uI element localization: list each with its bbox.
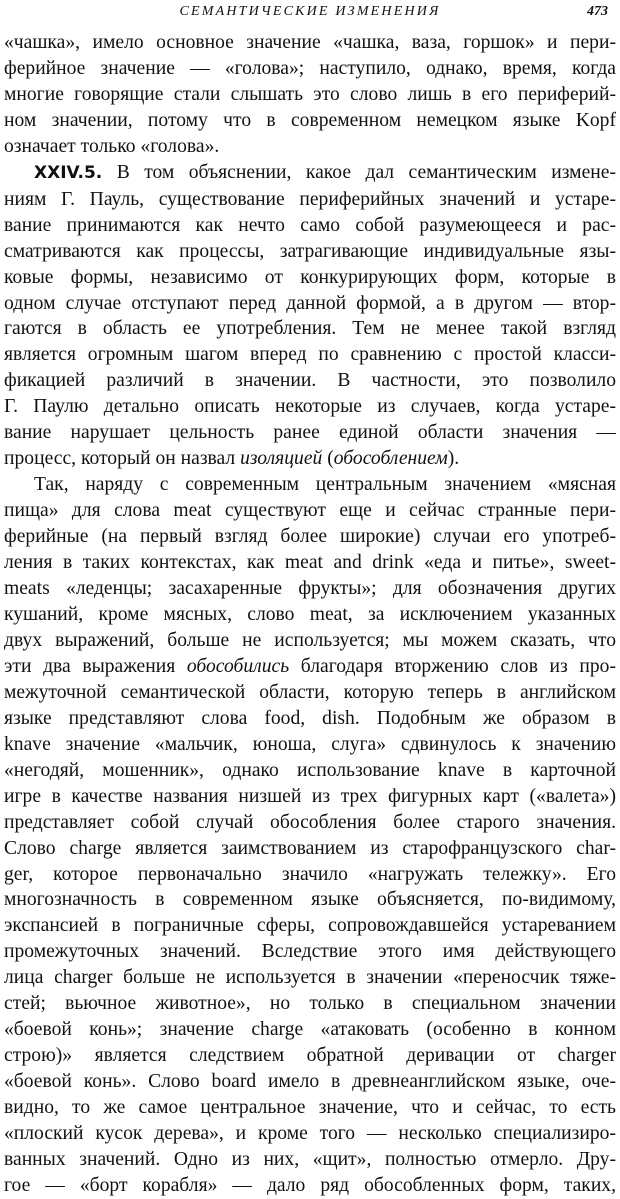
text-run: ( [322,448,334,470]
text-run: В том объяснении, какое дал семантическим измене- [102,161,616,183]
text-line: кушаний, кроме мясных, слово meat, за исключением указанных [4,603,616,625]
text-line: Слово charge является заимствованием из старофранцузского char- [4,837,616,859]
text-line: многие говорящие стали слышать это слово лишь в его периферий- [4,83,616,105]
text-line: многозначность в современном языке объясняется, по-видимому, [4,889,616,911]
text-line: лица charger больше не используется в значении «переносчик тяже- [4,967,616,989]
text-line: языке представляют слова food, dish. Подобным же образом в [4,707,616,729]
page-number: 473 [587,4,608,19]
text-line: «боевой конь»; значение charge «атаковать (особенно в конном [4,1019,616,1041]
paragraph-continuation [4,30,616,160]
text-line: фикацией различий в значении. В частности, это позволило [4,370,616,392]
text-line: ниям Г. Пауль, существование периферийных значений и устаре- [4,188,616,210]
text-line: представляет собой случай обособления более старого значения. [4,811,616,833]
term-separation: обособлением [333,448,448,470]
text-run: эти два выражения [4,655,187,677]
text-line [4,654,616,680]
section-number: XXIV.5. [34,162,103,183]
text-line: ger, которое первоначально значило «нагружать тележку». Его [4,863,616,885]
text-line: ферийное значение — «голова»; наступило, однако, время, когда [4,57,616,79]
text-line: «чашка», имело основное значение «чашка, ваза, горшок» и пери- [4,32,616,53]
text-line [4,446,616,472]
text-line: экспансией в пограничные сферы, сопровождавшейся устареванием [4,915,616,937]
text-line: видно, то же самое центральное значение, что и сейчас, то есть [4,1097,616,1119]
text-line [4,160,616,187]
text-line: промежуточных значений. Вследствие этого имя действующего [4,941,616,963]
text-line: ном значении, потому что в современном немецком языке Kopf [4,109,616,131]
text-line: вание нарушает цельность ранее единой области значения — [4,422,616,444]
text-run: ). [447,448,460,470]
paragraph-meat-knave-charge-board [4,472,616,1199]
text-run: благодаря вторжению слов из про- [289,655,616,677]
text-line: сматриваются как процессы, затрагивающие индивидуальные язы- [4,240,616,262]
text-line: означает только «голова». [4,135,220,157]
body-text [4,30,616,1199]
paragraph-section-xxiv-5 [4,160,616,472]
text-line: вание принимаются как нечто само собой разумеющееся и рас- [4,214,616,236]
text-line: «боевой конь». Слово board имело в древнеанглийском языке, оче- [4,1071,616,1093]
text-line: Г. Паулю детально описать некоторые из случаев, когда устаре- [4,396,616,418]
text-line: является огромным шагом вперед по сравнению с простой класси- [4,344,616,366]
text-line: строю)» является следствием обратной деривации от charger [4,1045,616,1067]
text-line: «плоский кусок дерева», и кроме того — несколько специализиро- [4,1123,616,1145]
text-line: ковые формы, независимо от конкурирующих форм, которые в [4,266,616,288]
text-line: ферийные (на первый взгляд более широкие) случаи его употреб- [4,526,616,548]
text-line: knave значение «мальчик, юноша, слуга» сдвинулось к значению [4,733,616,755]
text-line: гаются в область ее употребления. Тем не менее такой взгляд [4,318,616,340]
text-line: межуточной семантической области, которую теперь в английском [4,681,616,703]
text-line: игре в качестве названия низшей из трех фигурных карт («валета») [4,785,616,807]
text-line: стей; вьючное животное», но только в специальном значении [4,993,616,1015]
term-isolated: обособились [186,655,290,677]
text-line: ванных значений. Одно из них, «щит», полностью отмерло. Дру- [4,1148,616,1170]
text-line: ления в таких контекстах, как meat and drink «еда и питье», sweet- [4,552,616,574]
text-line: Так, наряду с современным центральным значением «мясная [34,474,616,496]
text-line: meats «леденцы; засахаренные фрукты»; для обозначения других [4,578,616,600]
running-header [4,2,616,24]
term-isolation: изоляцией [240,448,323,470]
text-line: гое — «борт корабля» — дало ряд обособленных форм, таких, [4,1174,616,1196]
running-title: СЕМАНТИЧЕСКИЕ ИЗМЕНЕНИЯ [179,4,441,19]
text-line: одном случае отступают перед данной формой, а в другом — втор- [4,292,616,314]
text-line: пища» для слова meat существуют еще и сейчас странные пери- [4,500,616,522]
text-line: «негодяй, мошенник», однако использование knave в карточной [4,759,616,781]
text-run: процесс, который он назвал [4,448,241,470]
text-line: двух выражений, больше не используется; мы можем сказать, что [4,629,616,651]
